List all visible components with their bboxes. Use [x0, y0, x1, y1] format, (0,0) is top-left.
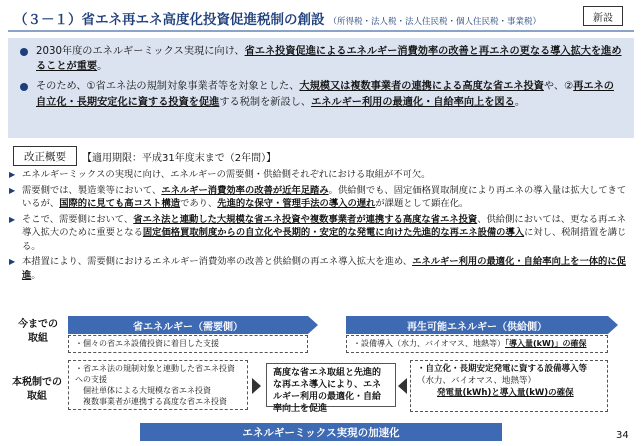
- summary-emphasis: 再エネの自立化・長期安定化に資する投資を促進: [36, 81, 614, 108]
- row-label-new: 本税制での 取組: [12, 377, 62, 402]
- point-text: 、供給側においては、更なる再エネ導入拡大のために重要となる: [22, 213, 626, 238]
- outline-label: 改正概要: [13, 146, 77, 166]
- point-text: 。: [31, 269, 41, 281]
- point-text: 。供給側でも、固定価格買取制度により再エネの導入量は拡大してきているが、: [22, 184, 627, 209]
- point-emphasis: エネルギー利用の最適化・自給率向上を一体的に促進: [22, 256, 626, 281]
- arrow-left-icon: [398, 378, 407, 394]
- supply-new-line-1: [417, 363, 601, 387]
- point-2: [8, 184, 634, 211]
- triangle-bullet-icon: ▶: [9, 214, 16, 224]
- point-text: が課題として顕在化。: [375, 198, 469, 209]
- point-text: そこで、需要側において、: [22, 213, 134, 225]
- summary-text: そのため、①省エネ法の規制対象事業者等を対象とした、: [36, 81, 300, 93]
- summary-emphasis: 大規模又は複数事業者の連携による高度な省エネ投資: [299, 81, 544, 93]
- summary-emphasis: 省エネ投資促進によるエネルギー消費効率の改善と再エネの更なる導入拡大を進めることが重要: [36, 46, 622, 73]
- title-divider: [8, 30, 634, 32]
- title-text: （３－１）省エネ再エネ高度化投資促進税制の創設: [14, 12, 325, 28]
- arrow-right-icon: [252, 378, 261, 394]
- combined-effect-box: 高度な省エネ取組と先進的な再エネ導入により、エネルギー利用の最適化・自給率向上を促進: [266, 363, 396, 407]
- demand-new-box: ・省エネ法の規制対象と連動した省エネ投資への支援 個社単体による大規模な省エネ投資 複数事業者が連携する高度な省エネ投資: [68, 360, 248, 410]
- page-number: 34: [616, 430, 629, 441]
- point-emphasis: 国際的に見ても高コスト構造: [59, 198, 181, 209]
- point-text: に対し、税制措置を講じる。: [22, 227, 627, 252]
- summary-text: 2030年度のエネルギーミックス実現に向け、: [36, 46, 245, 57]
- point-3: [8, 213, 634, 254]
- point-text: 需要側では、製造業等において、: [22, 184, 162, 196]
- applicable-period: 【適用期限：平成31年度末まで（2年間）】: [82, 153, 277, 164]
- energy-mix-banner: エネルギーミックス実現の加速化: [140, 423, 502, 441]
- supply-new-text: ・自立化・長期安定発電に資する設備導入等: [417, 364, 588, 374]
- supply-new-line-2: 発電量(kWh)と導入量(kW)の確保: [437, 388, 574, 398]
- summary-text: や、②: [543, 81, 574, 93]
- demand-current-box: ・個々の省エネ設備投資に着目した支援: [68, 335, 308, 353]
- demand-side-header: 省エネルギー（需要側）: [68, 316, 308, 334]
- page-title: [14, 8, 541, 28]
- point-emphasis: 省エネ法と連動した大規模な省エネ投資や複数事業者が連携する高度な省エネ投資: [133, 213, 478, 225]
- bullet-dot-icon: [20, 48, 28, 56]
- point-emphasis: 固定価格買取制度からの自立化や長期的・安定的な発電に向けた先進的な再エネ設備の導入: [142, 227, 525, 238]
- point-4: [8, 255, 634, 282]
- point-text: 本措置により、需要側におけるエネルギー消費効率の改善と供給側の再エネ導入拡大を進め、: [22, 256, 413, 267]
- summary-emphasis: エネルギー利用の最適化・自給率向上を図る: [311, 96, 515, 108]
- summary-box: [8, 38, 634, 138]
- supply-current-emphasis: 「導入量(kW)」の確保: [505, 339, 587, 348]
- supply-current-box: [346, 335, 608, 353]
- summary-text: する税制を新設し、: [219, 96, 312, 108]
- point-text: エネルギーミックスの実現に向け、エネルギーの需要側・供給側それぞれにおける取組が不可欠。: [22, 169, 431, 180]
- outline-points: [8, 168, 634, 284]
- triangle-bullet-icon: ▶: [9, 185, 16, 195]
- supply-side-header: 再生可能エネルギー（供給側）: [346, 316, 608, 334]
- point-text: であり、: [180, 198, 218, 209]
- point-emphasis: エネルギー消費効率の改善が近年足踏み: [161, 184, 329, 196]
- triangle-bullet-icon: ▶: [9, 257, 16, 266]
- new-badge: 新設: [583, 6, 623, 26]
- triangle-bullet-icon: ▶: [9, 170, 16, 179]
- row-label-current: 今までの 取組: [18, 319, 58, 344]
- supply-current-text: ・設備導入（水力、バイオマス、地熱等）: [353, 339, 505, 348]
- supply-new-box: [410, 360, 608, 412]
- bullet-dot-icon: [20, 83, 28, 91]
- summary-item-2: [18, 79, 624, 109]
- tax-types-subtitle: （所得税・法人税・法人住民税・個人住民税・事業税）: [328, 17, 542, 27]
- point-1: [8, 168, 634, 182]
- summary-item-1: [18, 44, 624, 74]
- supply-new-subtext: （水力、バイオマス、地熱等）: [417, 376, 537, 386]
- summary-text: 。: [514, 96, 525, 108]
- point-emphasis: 先進的な保守・管理手法の導入の遅れ: [217, 198, 376, 209]
- summary-text: 。: [97, 61, 108, 73]
